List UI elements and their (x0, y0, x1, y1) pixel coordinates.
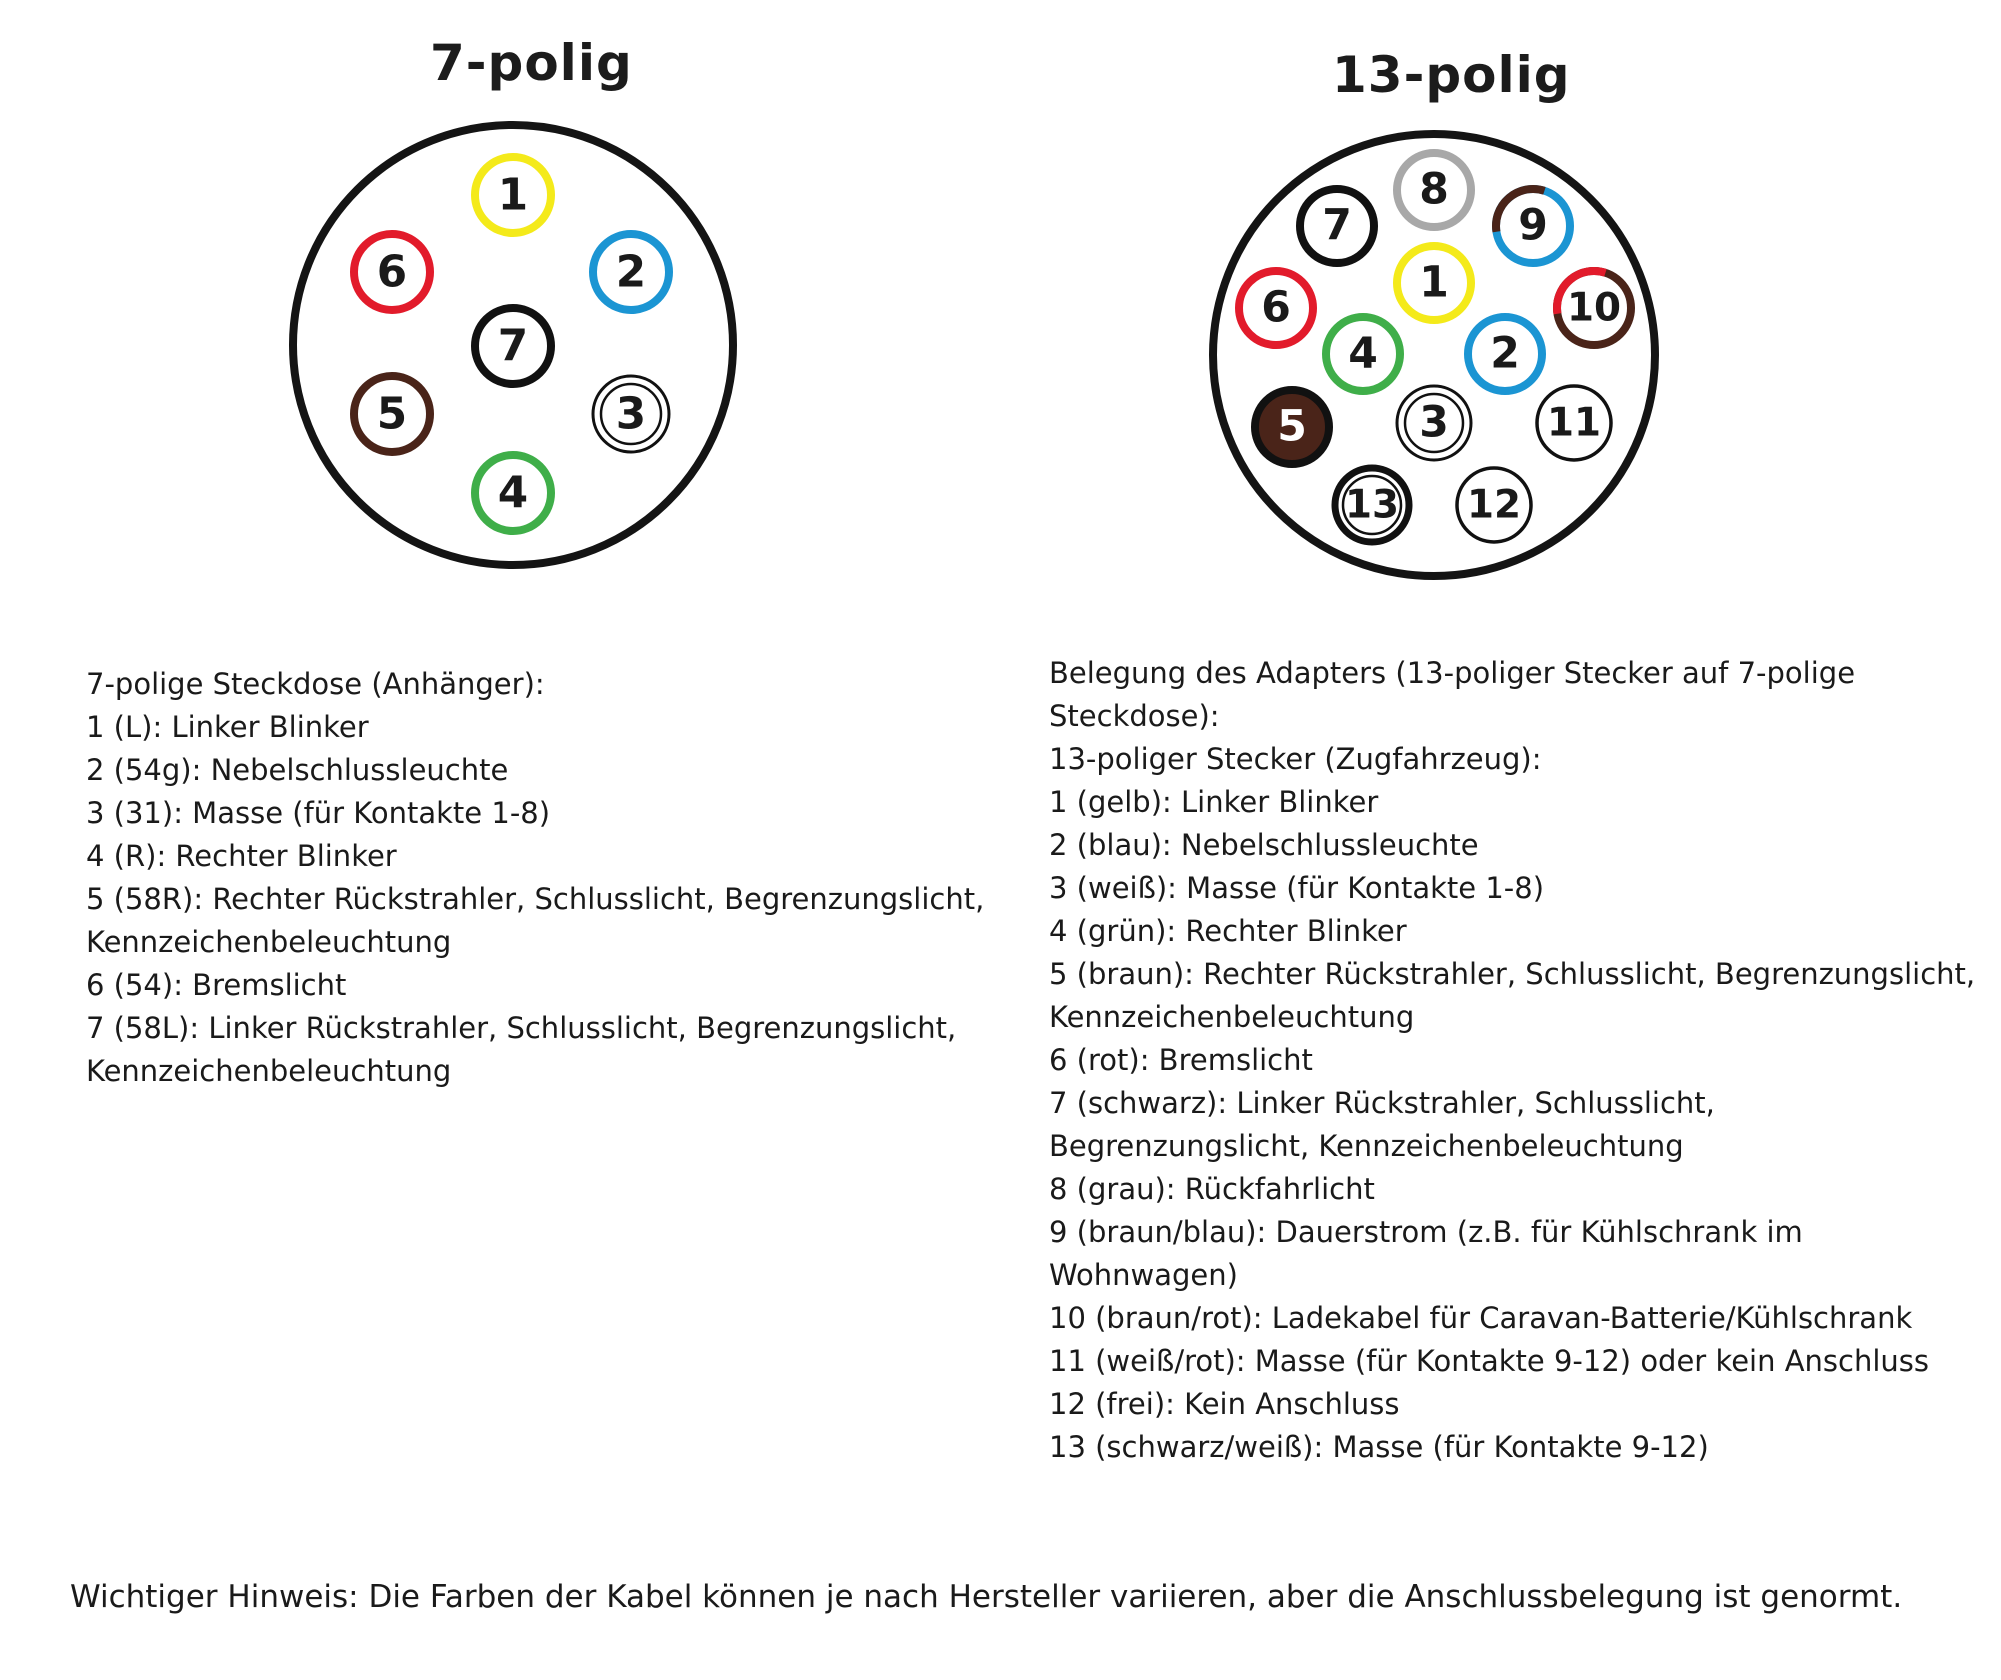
legend-7-line: 7 (58L): Linker Rückstrahler, Schlusslicht, Begrenzungslicht, Kennzeichenbeleuchtung (86, 1011, 957, 1088)
legend-7-heading: 7-polige Steckdose (Anhänger): (86, 667, 545, 701)
legend-7-line: 2 (54g): Nebelschlussleuchte (86, 753, 509, 787)
socket-13-pin-2 (1468, 317, 1542, 391)
socket-13-pin-11 (1537, 386, 1611, 460)
legend-13-subheading: 13-poliger Stecker (Zugfahrzeug): (1049, 742, 1542, 776)
legend-13-line: 8 (grau): Rückfahrlicht (1049, 1172, 1375, 1206)
socket-13-pin-7 (1300, 189, 1374, 263)
pin-number: 5 (1277, 402, 1307, 452)
socket-7-pin-4 (475, 455, 551, 531)
pin-number: 1 (497, 169, 529, 221)
socket-7-pin-2 (593, 234, 669, 310)
socket-13-title: 13-polig (1332, 46, 1571, 104)
legend-13-line: 12 (frei): Kein Anschluss (1049, 1387, 1400, 1421)
socket-7-pin-6 (354, 234, 430, 310)
legend-13-line: 6 (rot): Bremslicht (1049, 1043, 1313, 1077)
pin-number: 12 (1466, 482, 1522, 528)
important-note: Wichtiger Hinweis: Die Farben der Kabel können je nach Hersteller variieren, aber die Anschlussbelegung ist genormt. (70, 1579, 1903, 1615)
socket-7-pin-1 (475, 157, 551, 233)
legend-13-heading: Belegung des Adapters (13-poliger Stecker auf 7-polige Steckdose): (1049, 656, 1856, 733)
pin-number: 1 (1419, 258, 1449, 308)
legend-13-line: 4 (grün): Rechter Blinker (1049, 914, 1407, 948)
legend-13-line: 1 (gelb): Linker Blinker (1049, 785, 1379, 819)
socket-13-pin-9 (1496, 189, 1570, 263)
pin-number: 6 (376, 246, 408, 298)
socket-13-pin-13 (1335, 468, 1409, 542)
legend-13-line: 13 (schwarz/weiß): Masse (für Kontakte 9-12) (1049, 1430, 1709, 1464)
legend-7-line: 3 (31): Masse (für Kontakte 1-8) (86, 796, 551, 830)
pin-number: 4 (497, 467, 529, 519)
pin-number: 7 (497, 320, 529, 372)
legend-13-line: 9 (braun/blau): Dauerstrom (z.B. für Kühlschrank im Wohnwagen) (1049, 1215, 1803, 1292)
legend-13-line: 10 (braun/rot): Ladekabel für Caravan-Batterie/Kühlschrank (1049, 1301, 1913, 1335)
pin-number: 5 (376, 388, 408, 440)
legend-13-line: 3 (weiß): Masse (für Kontakte 1-8) (1049, 871, 1545, 905)
socket-13-pin-3 (1397, 386, 1471, 460)
socket-13-pin-6 (1239, 271, 1313, 345)
socket-7-pin-5 (354, 376, 430, 452)
legend-13-line: 7 (schwarz): Linker Rückstrahler, Schlusslicht, Begrenzungslicht, Kennzeichenbeleuchtung (1049, 1086, 1715, 1163)
pin-number: 3 (1419, 398, 1449, 448)
legend-13-line: 5 (braun): Rechter Rückstrahler, Schlusslicht, Begrenzungslicht, Kennzeichenbeleuchtung (1049, 957, 1976, 1034)
pin-number: 13 (1344, 482, 1400, 528)
socket-7-title: 7-polig (430, 34, 633, 92)
legend-7-line: 1 (L): Linker Blinker (86, 710, 369, 744)
socket-7-pin-3 (593, 376, 669, 452)
legend-7-pin (86, 663, 1006, 1093)
socket-7-pin-7 (475, 308, 551, 384)
pin-number: 9 (1518, 201, 1548, 251)
socket-13-pin-12 (1457, 468, 1531, 542)
legend-7-line: 5 (58R): Rechter Rückstrahler, Schlusslicht, Begrenzungslicht, Kennzeichenbeleuchtung (86, 882, 985, 959)
socket-13-pin-5 (1255, 390, 1329, 464)
pin-number: 8 (1419, 165, 1449, 215)
socket-13-pin-10 (1557, 271, 1631, 345)
legend-7-line: 6 (54): Bremslicht (86, 968, 347, 1002)
legend-13-pin (1049, 652, 1979, 1469)
pin-number: 2 (615, 246, 647, 298)
pin-number: 3 (615, 388, 647, 440)
pin-number: 7 (1322, 201, 1352, 251)
pin-number: 10 (1566, 285, 1622, 331)
pin-number: 6 (1261, 283, 1291, 333)
pin-number: 11 (1546, 400, 1602, 446)
socket-diagrams (0, 0, 2001, 640)
legend-13-line: 11 (weiß/rot): Masse (für Kontakte 9-12) oder kein Anschluss (1049, 1344, 1930, 1378)
legend-7-line: 4 (R): Rechter Blinker (86, 839, 397, 873)
pin-number: 2 (1490, 329, 1520, 379)
legend-13-line: 2 (blau): Nebelschlussleuchte (1049, 828, 1479, 862)
socket-13-pin-8 (1397, 153, 1471, 227)
pin-number: 4 (1348, 329, 1378, 379)
socket-13-pin-4 (1326, 317, 1400, 391)
socket-13-pin-1 (1397, 246, 1471, 320)
